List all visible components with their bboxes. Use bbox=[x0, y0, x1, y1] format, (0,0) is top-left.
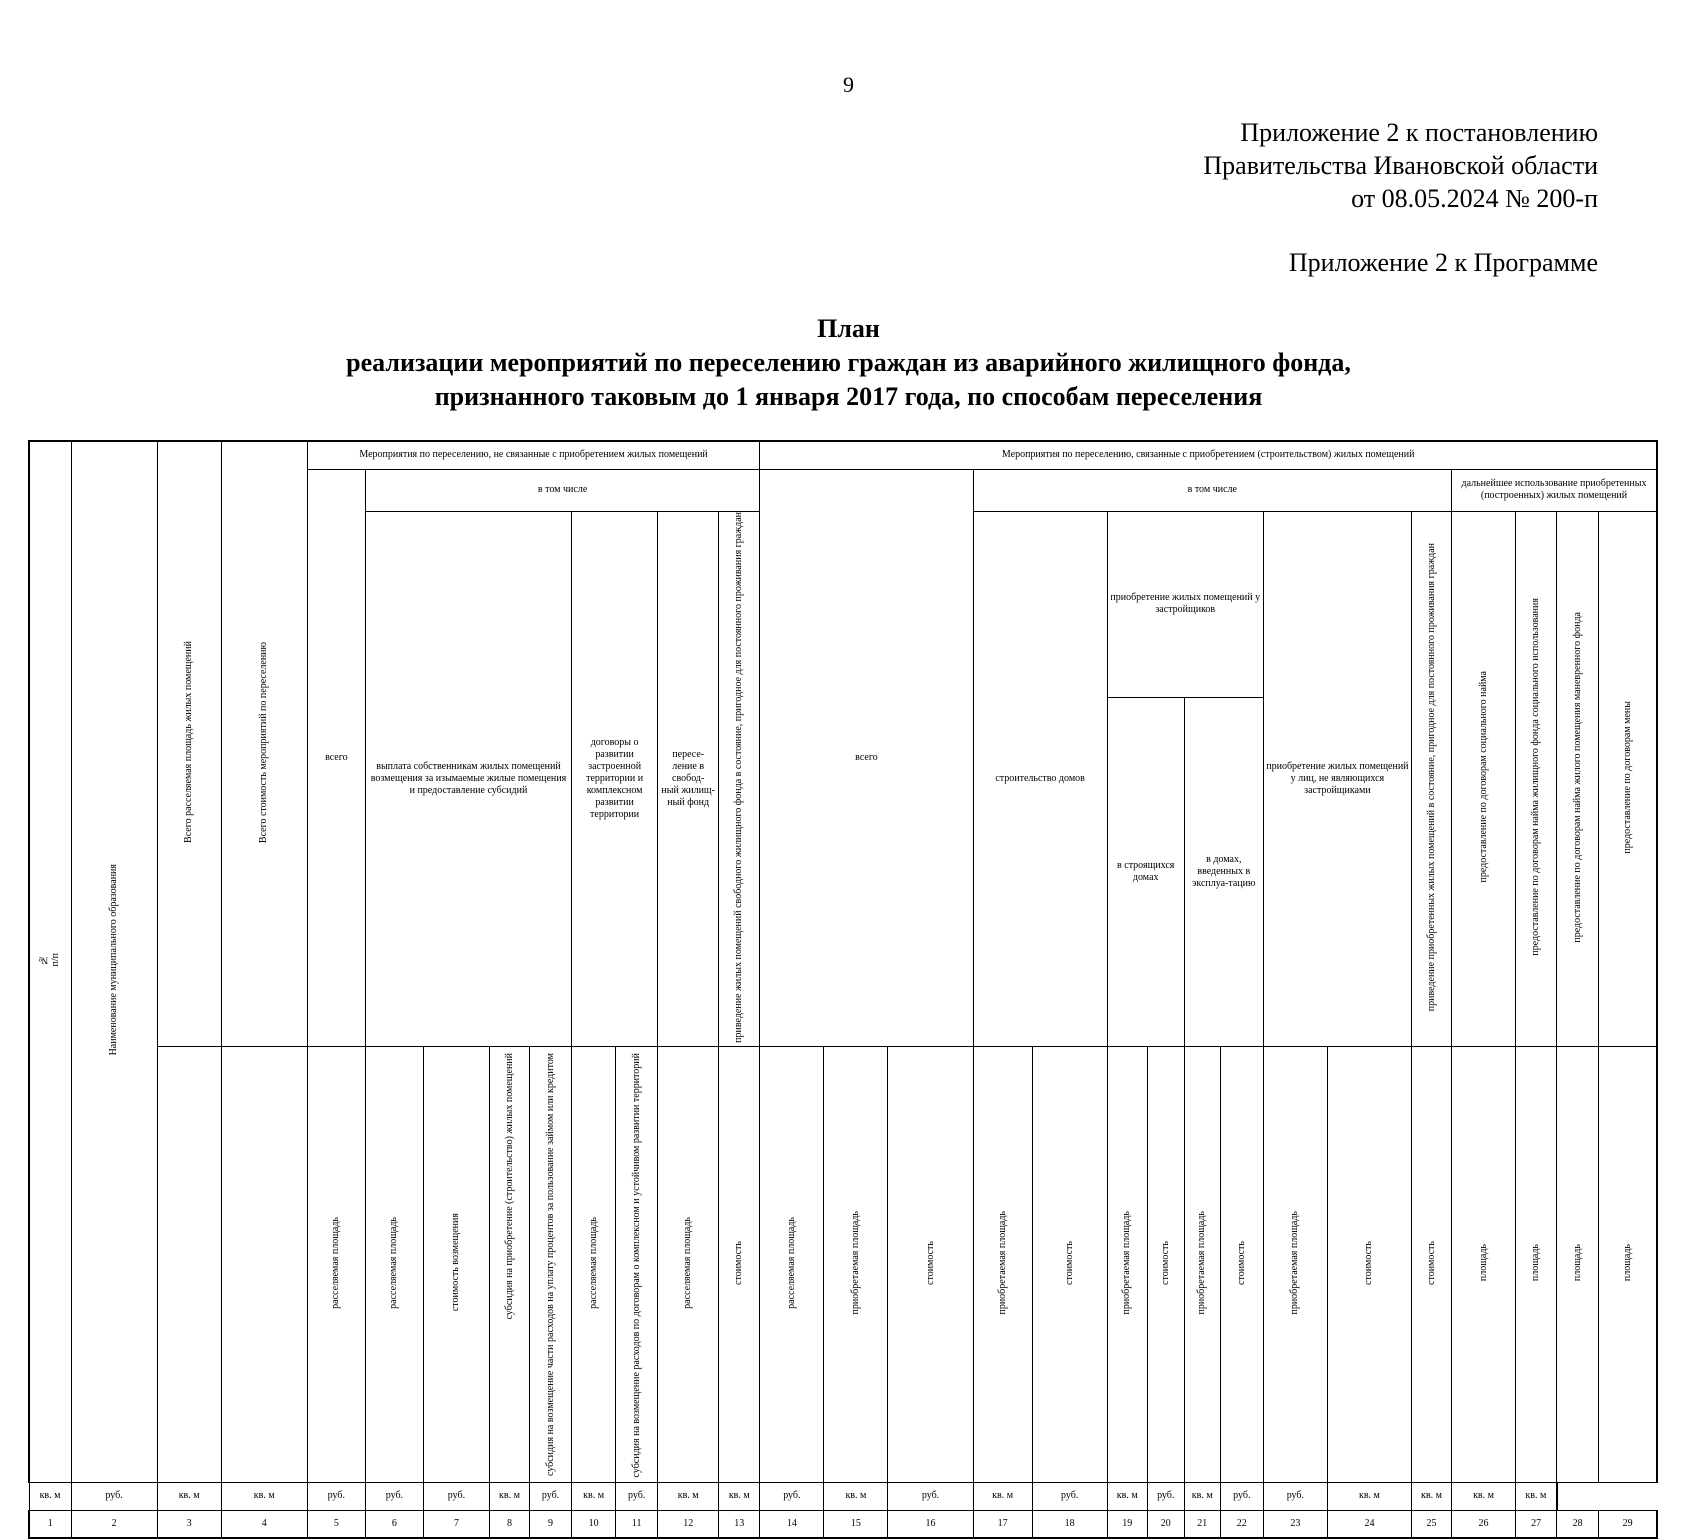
units-cell: кв. м bbox=[29, 1482, 71, 1510]
header-including-2: в том числе bbox=[973, 469, 1451, 511]
units-cell: руб. bbox=[1032, 1482, 1107, 1510]
subheader-c7: стоимость возмещения bbox=[423, 1047, 489, 1482]
header-acq-non-developers: приобретение жилых помещений у лиц, не являющихся застройщиками bbox=[1263, 511, 1411, 1047]
header-total-1: всего bbox=[307, 469, 365, 1047]
header-further-use: дальнейшее использование приобретенных (построенных) жилых помещений bbox=[1452, 469, 1657, 511]
subheader-c21: приобретаемая площадь bbox=[1184, 1047, 1220, 1482]
units-cell: руб. bbox=[365, 1482, 423, 1510]
resettlement-plan-table bbox=[28, 440, 1658, 1539]
units-cell: кв. м bbox=[719, 1482, 760, 1510]
column-number-cell: 18 bbox=[1032, 1510, 1107, 1538]
column-number-cell: 15 bbox=[824, 1510, 888, 1538]
column-number-cell: 10 bbox=[572, 1510, 616, 1538]
header-resettle-free: пересе- ление в свобод- ный жилищ- ный фонд bbox=[658, 511, 719, 1047]
header-acq-developers: приобретение жилых помещений у застройщиков bbox=[1107, 511, 1263, 697]
units-cell: руб. bbox=[888, 1482, 973, 1510]
subheader-c13: стоимость bbox=[719, 1047, 760, 1482]
column-number-cell: 25 bbox=[1411, 1510, 1451, 1538]
subheader-c19: приобретаемая площадь bbox=[1107, 1047, 1147, 1482]
subheader-c28: площадь bbox=[1557, 1047, 1599, 1482]
subheader-c10: расселяемая площадь bbox=[572, 1047, 616, 1482]
column-number-cell: 3 bbox=[157, 1510, 221, 1538]
header-social-rent: предоставление по договорам социального найма bbox=[1452, 511, 1516, 1047]
column-number-cell: 14 bbox=[760, 1510, 824, 1538]
subheader-c5: расселяемая площадь bbox=[307, 1047, 365, 1482]
document-title: План bbox=[817, 314, 880, 343]
header-bringing-acquired: приведение приобретенных жилых помещений в состояние, пригодное для постоянного проживания граждан bbox=[1411, 511, 1451, 1047]
column-number-cell: 17 bbox=[973, 1510, 1032, 1538]
annex-line-2: Правительства Ивановской области bbox=[1203, 151, 1598, 180]
header-payment: выплата собственникам жилых помещений возмещения за изымаемые жилые помещения и предоставление субсидий bbox=[365, 511, 571, 1047]
header-acq-under-construction: в строящихся домах bbox=[1107, 697, 1184, 1046]
units-cell: кв. м bbox=[489, 1482, 529, 1510]
units-cell: кв. м bbox=[1107, 1482, 1147, 1510]
units-cell: кв. м bbox=[1452, 1482, 1516, 1510]
column-number-cell: 9 bbox=[530, 1510, 572, 1538]
header-municipality: Наименование муниципального образования bbox=[71, 441, 157, 1482]
units-cell: руб. bbox=[760, 1482, 824, 1510]
header-group-acquisition: Мероприятия по переселению, связанные с приобретением (строительством) жилых помещений bbox=[760, 441, 1657, 469]
column-number-cell: 21 bbox=[1184, 1510, 1220, 1538]
units-cell: руб. bbox=[71, 1482, 157, 1510]
column-number-cell: 5 bbox=[307, 1510, 365, 1538]
units-cell: кв. м bbox=[221, 1482, 307, 1510]
header-social-use-rent: предоставление по договорам найма жилищного фонда социального использования bbox=[1516, 511, 1557, 1047]
header-contracts: договоры о развитии застроенной территории и комплексном развитии территории bbox=[572, 511, 658, 1047]
subheader-c27: площадь bbox=[1516, 1047, 1557, 1482]
column-number-cell: 12 bbox=[658, 1510, 719, 1538]
header-total-2: всего bbox=[760, 469, 973, 1047]
subheader-c25: стоимость bbox=[1411, 1047, 1451, 1482]
units-cell: кв. м bbox=[1184, 1482, 1220, 1510]
annex-program: Приложение 2 к Программе bbox=[1288, 248, 1598, 277]
header-total-cost: Всего стоимость мероприятий по переселению bbox=[221, 441, 307, 1047]
column-number-cell: 11 bbox=[616, 1510, 658, 1538]
units-cell: руб. bbox=[1147, 1482, 1184, 1510]
subheader-c8: субсидия на приобретение (строительство) жилых помещений bbox=[489, 1047, 529, 1482]
header-maneuver-rent: предоставление по договорам найма жилого помещения маневренного фонда bbox=[1557, 511, 1599, 1047]
subheader-c26: площадь bbox=[1452, 1047, 1516, 1482]
units-cell: кв. м bbox=[572, 1482, 616, 1510]
units-cell: кв. м bbox=[1411, 1482, 1451, 1510]
subheader-c23: приобретаемая площадь bbox=[1263, 1047, 1327, 1482]
column-number-cell: 16 bbox=[888, 1510, 973, 1538]
units-cell: кв. м bbox=[824, 1482, 888, 1510]
header-acq-commissioned: в домах, введенных в эксплуа-тацию bbox=[1184, 697, 1263, 1046]
column-number-cell: 6 bbox=[365, 1510, 423, 1538]
annex-line-3: от 08.05.2024 № 200-п bbox=[1351, 184, 1598, 213]
column-number-cell: 27 bbox=[1516, 1510, 1557, 1538]
subheader-c16: стоимость bbox=[888, 1047, 973, 1482]
subheader-c17: приобретаемая площадь bbox=[973, 1047, 1032, 1482]
header-bringing-free: приведение жилых помещений свободного жилищного фонда в состояние, пригодное для постоянного проживания граждан bbox=[719, 511, 760, 1047]
subheader-c6: расселяемая площадь bbox=[365, 1047, 423, 1482]
column-number-cell: 8 bbox=[489, 1510, 529, 1538]
header-construction: строительство домов bbox=[973, 511, 1107, 1047]
subheader-c3 bbox=[157, 1047, 221, 1482]
header-including-1: в том числе bbox=[365, 469, 759, 511]
column-number-cell: 26 bbox=[1452, 1510, 1516, 1538]
header-num: № п/п bbox=[29, 441, 71, 1482]
units-cell: руб. bbox=[307, 1482, 365, 1510]
units-cell: руб. bbox=[1263, 1482, 1327, 1510]
subheader-c15: приобретаемая площадь bbox=[824, 1047, 888, 1482]
subheader-c11: субсидия на возмещение расходов по договорам о комплексном и устойчивом развитии территорий bbox=[616, 1047, 658, 1482]
page-number: 9 bbox=[843, 72, 854, 97]
units-cell: кв. м bbox=[1327, 1482, 1411, 1510]
subheader-c22: стоимость bbox=[1220, 1047, 1263, 1482]
column-number-cell: 1 bbox=[29, 1510, 71, 1538]
subheader-c18: стоимость bbox=[1032, 1047, 1107, 1482]
column-number-cell: 28 bbox=[1557, 1510, 1599, 1538]
header-exchange: предоставление по договорам мены bbox=[1599, 511, 1657, 1047]
header-group-not-acquisition: Мероприятия по переселению, не связанные с приобретением жилых помещений bbox=[307, 441, 760, 469]
units-cell: кв. м bbox=[157, 1482, 221, 1510]
subheader-c24: стоимость bbox=[1327, 1047, 1411, 1482]
annex-block bbox=[1203, 116, 1598, 215]
subheader-c12: расселяемая площадь bbox=[658, 1047, 719, 1482]
annex-line-1: Приложение 2 к постановлению bbox=[1240, 118, 1598, 147]
column-number-cell: 29 bbox=[1599, 1510, 1657, 1538]
units-cell: руб. bbox=[616, 1482, 658, 1510]
document-subtitle-line-1: реализации мероприятий по переселению граждан из аварийного жилищного фонда, bbox=[346, 348, 1351, 377]
units-cell: руб. bbox=[423, 1482, 489, 1510]
subheader-c9: субсидия на возмещение части расходов на уплату процентов за пользование займом или кредитом bbox=[530, 1047, 572, 1482]
column-number-cell: 2 bbox=[71, 1510, 157, 1538]
column-number-cell: 4 bbox=[221, 1510, 307, 1538]
units-cell: руб. bbox=[1220, 1482, 1263, 1510]
column-number-cell: 24 bbox=[1327, 1510, 1411, 1538]
subheader-c14: расселяемая площадь bbox=[760, 1047, 824, 1482]
units-cell: кв. м bbox=[1516, 1482, 1557, 1510]
column-number-cell: 13 bbox=[719, 1510, 760, 1538]
subheader-c29: площадь bbox=[1599, 1047, 1657, 1482]
column-number-cell: 19 bbox=[1107, 1510, 1147, 1538]
subheader-c20: стоимость bbox=[1147, 1047, 1184, 1482]
document-subtitle-line-2: признанного таковым до 1 января 2017 года, по способам переселения bbox=[434, 382, 1263, 411]
column-number-cell: 22 bbox=[1220, 1510, 1263, 1538]
units-cell: кв. м bbox=[973, 1482, 1032, 1510]
column-number-cell: 20 bbox=[1147, 1510, 1184, 1538]
header-total-area: Всего расселяемая площадь жилых помещений bbox=[157, 441, 221, 1047]
column-number-cell: 23 bbox=[1263, 1510, 1327, 1538]
units-cell: кв. м bbox=[658, 1482, 719, 1510]
subheader-c4 bbox=[221, 1047, 307, 1482]
units-cell: руб. bbox=[530, 1482, 572, 1510]
column-number-cell: 7 bbox=[423, 1510, 489, 1538]
